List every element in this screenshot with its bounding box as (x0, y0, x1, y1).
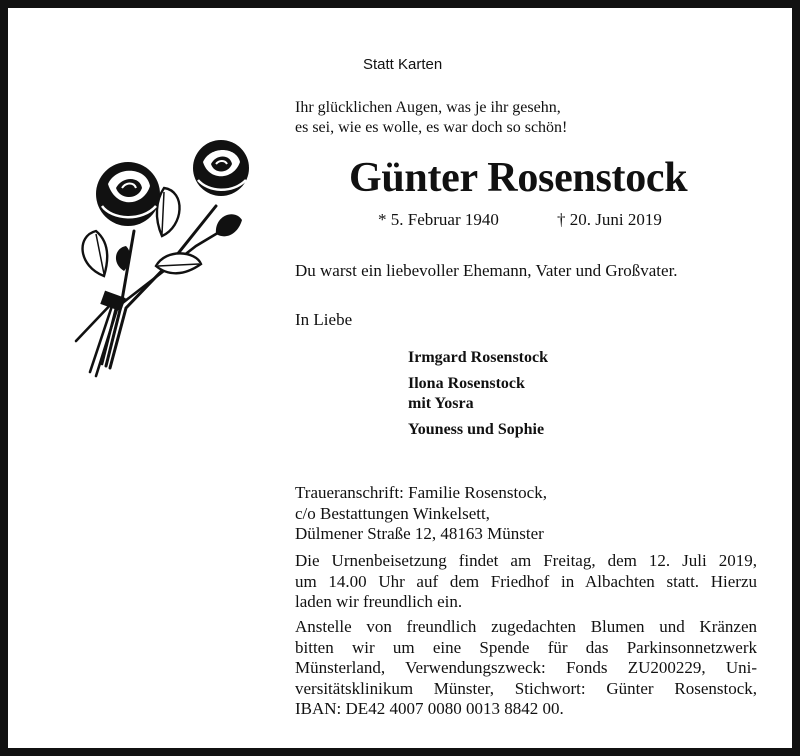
address-line: Traueranschrift: Familie Rosenstock, (295, 483, 547, 502)
donation-notice (295, 617, 757, 720)
birth-date: * 5. Februar 1940 (378, 210, 499, 229)
poem (295, 98, 567, 138)
mourner-name (408, 374, 525, 414)
mourner-name: Youness und Sophie (408, 421, 545, 438)
donation-line: bitten wir um eine Spende für das Parkinsonnetzwerk (295, 637, 757, 657)
death-date: † 20. Juni 2019 (557, 210, 662, 229)
deceased-name: Günter Rosenstock (349, 155, 688, 201)
poem-line: Ihr glücklichen Augen, was je ihr gesehn, (295, 99, 561, 116)
donation-line: IBAN: DE42 4007 0080 0013 8842 00. (295, 699, 564, 718)
burial-line: um 14.00 Uhr auf dem Friedhof in Albachten statt. Hierzu (295, 571, 757, 591)
address-line: c/o Bestattungen Winkelsett, (295, 503, 490, 523)
mourner-line: mit Yosra (408, 395, 474, 412)
donation-line: versitätsklinikum Münster, Stichwort: Günter Rosenstock, (295, 678, 757, 698)
burial-notice (295, 551, 757, 613)
in-liebe-text: In Liebe (295, 310, 353, 329)
mourner-name: Irmgard Rosenstock (408, 349, 548, 366)
burial-line: Die Urnenbeisetzung findet am Freitag, dem 12. Juli 2019, (295, 551, 757, 570)
mourner-line: Ilona Rosenstock (408, 375, 525, 392)
poem-line: es sei, wie es wolle, es war doch so schön! (295, 119, 568, 136)
donation-line: Anstelle von freundlich zugedachten Blumen und Kränzen (295, 617, 757, 636)
tribute-text: Du warst ein liebevoller Ehemann, Vater und Großvater. (295, 261, 678, 280)
burial-line: laden wir freundlich ein. (295, 592, 463, 611)
mourning-address (295, 483, 547, 545)
rose-bouquet-icon (66, 136, 261, 381)
address-line: Dülmener Straße 12, 48163 Münster (295, 524, 544, 543)
statt-karten-label: Statt Karten (363, 56, 443, 73)
donation-line: Münsterland, Verwendungszweck: Fonds ZU200229, Uni- (295, 658, 757, 677)
